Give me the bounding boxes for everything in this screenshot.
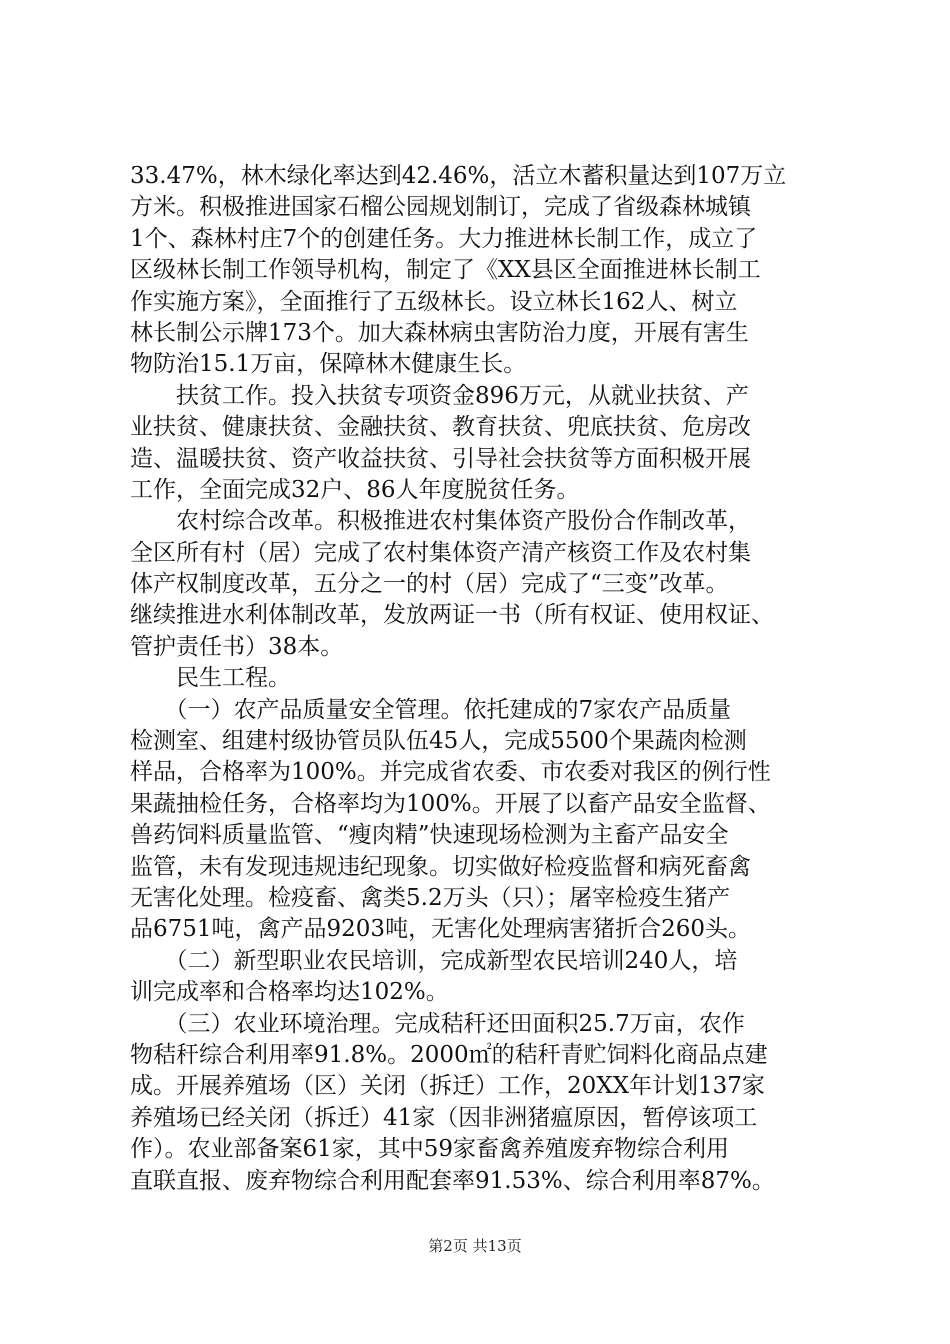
text-line: 养殖场已经关闭（拆迁）41家（因非洲猪瘟原因，暂停该项工 bbox=[130, 1104, 758, 1131]
text-line: 物防治15.1万亩，保障林木健康生长。 bbox=[130, 351, 527, 378]
text-line: 造、温暖扶贫、资产收益扶贫、引导社会扶贫等方面积极开展 bbox=[130, 445, 751, 472]
document-body bbox=[130, 161, 842, 1197]
text-line: 业扶贫、健康扶贫、金融扶贫、教育扶贫、兜底扶贫、危房改 bbox=[130, 414, 751, 441]
text-line: （三）农业环境治理。完成秸秆还田面积25.7万亩，农作 bbox=[130, 1010, 745, 1037]
text-line: 直联直报、废弃物综合利用配套率91.53%、综合利用率87%。 bbox=[130, 1167, 775, 1194]
text-line: 检测室、组建村级协管员队伍45人，完成5500个果蔬肉检测 bbox=[130, 728, 747, 755]
text-line: （二）新型职业农民培训，完成新型农民培训240人，培 bbox=[130, 947, 738, 974]
text-line: 工作，全面完成32户、86人年度脱贫任务。 bbox=[130, 476, 580, 503]
text-line: 作）。农业部备案61家，其中59家畜禽养殖废弃物综合利用 bbox=[130, 1136, 730, 1163]
text-line: 1个、森林村庄7个的创建任务。大力推进林长制工作，成立了 bbox=[130, 225, 758, 252]
page-footer: 第2页 共13页 bbox=[428, 1237, 522, 1255]
text-line: 方米。积极推进国家石榴公园规划制订，完成了省级森林城镇 bbox=[130, 194, 751, 221]
text-line: 体产权制度改革，五分之一的村（居）完成了“三变”改革。 bbox=[130, 571, 729, 598]
text-line: 无害化处理。检疫畜、禽类5.2万头（只）；屠宰检疫生猪产 bbox=[130, 884, 731, 911]
text-line: 训完成率和合格率均达102%。 bbox=[130, 979, 449, 1006]
text-line: 成。开展养殖场（区）关闭（拆迁）工作，20XX年计划137家 bbox=[130, 1073, 765, 1100]
text-line: 林长制公示牌173个。加大森林病虫害防治力度，开展有害生 bbox=[130, 319, 749, 346]
text-line: 品6751吨，禽产品9203吨，无害化处理病害猪折合260头。 bbox=[130, 916, 751, 943]
text-line: 民生工程。 bbox=[130, 665, 291, 692]
text-line: （一）农产品质量安全管理。依托建成的7家农产品质量 bbox=[130, 696, 732, 723]
text-line: 果蔬抽检任务，合格率均为100%。开展了以畜产品安全监督、 bbox=[130, 790, 771, 817]
text-line: 物秸秆综合利用率91.8%。2000㎡的秸秆青贮饲料化商品点建 bbox=[130, 1041, 768, 1068]
text-line: 区级林长制工作领导机构，制定了《XX县区全面推进林长制工 bbox=[130, 257, 761, 284]
text-line: 管护责任书）38本。 bbox=[130, 633, 344, 660]
text-line: 作实施方案》，全面推行了五级林长。设立林长162人、树立 bbox=[130, 288, 738, 315]
text-line: 样品，合格率为100%。并完成省农委、市农委对我区的例行性 bbox=[130, 759, 771, 786]
text-line: 33.47%，林木绿化率达到42.46%，活立木蓄积量达到107万立 bbox=[130, 163, 787, 189]
text-line: 农村综合改革。积极推进农村集体资产股份合作制改革， bbox=[130, 508, 751, 535]
text-line: 扶贫工作。投入扶贫专项资金896万元，从就业扶贫、产 bbox=[130, 382, 749, 409]
text-line: 继续推进水利体制改革，发放两证一书（所有权证、使用权证、 bbox=[130, 602, 774, 629]
text-line: 全区所有村（居）完成了农村集体资产清产核资工作及农村集 bbox=[130, 539, 751, 566]
text-line: 兽药饲料质量监管、“瘦肉精”快速现场检测为主畜产品安全 bbox=[130, 822, 729, 849]
text-line: 监管，未有发现违规违纪现象。切实做好检疫监督和病死畜禽 bbox=[130, 853, 751, 880]
